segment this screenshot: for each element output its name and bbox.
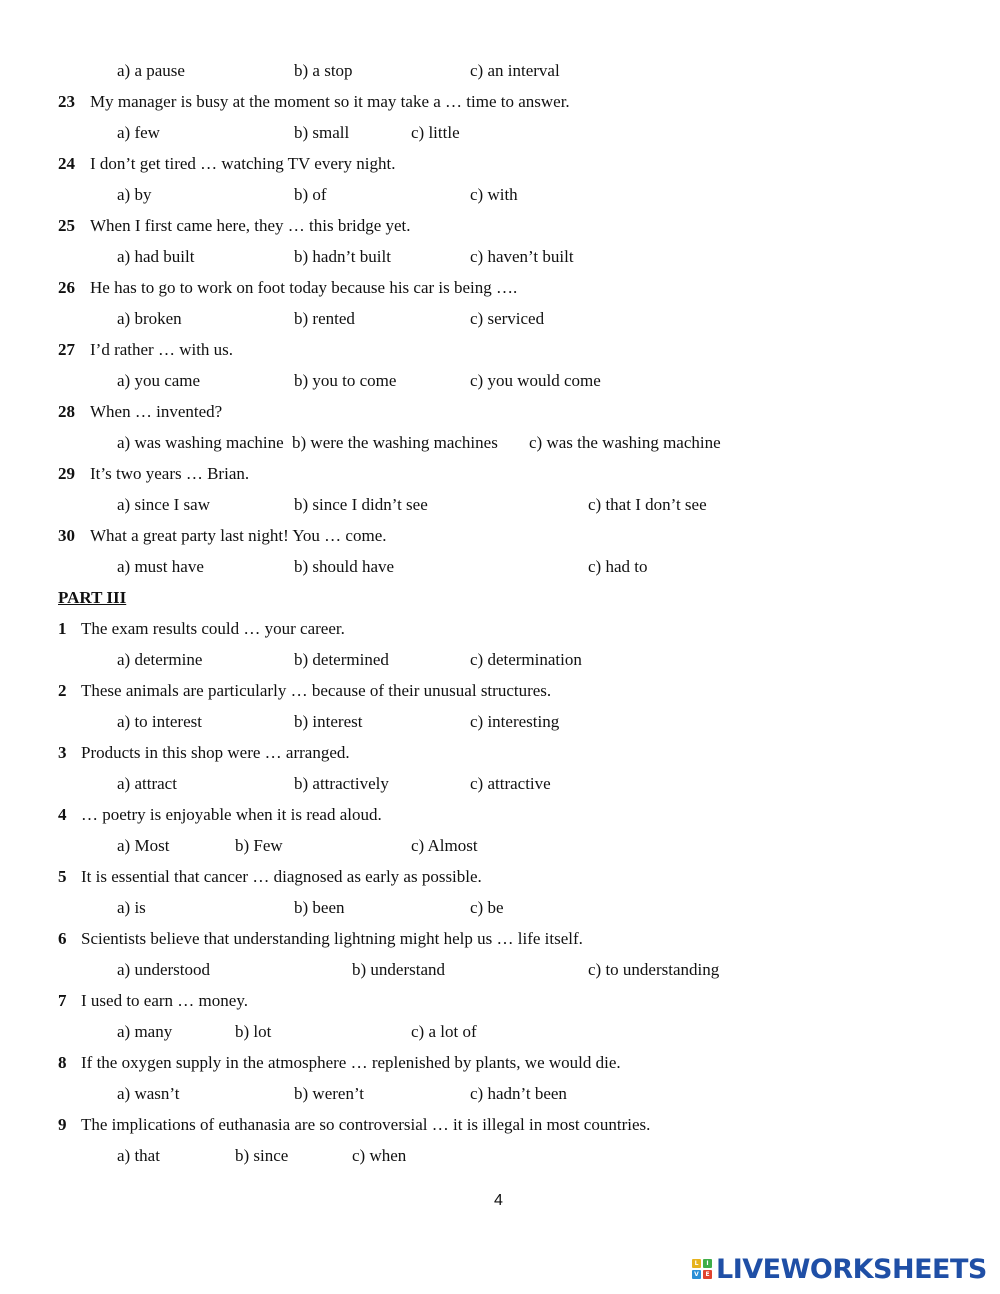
option-a[interactable]: a) determine xyxy=(117,650,203,669)
option-c[interactable]: c) Almost xyxy=(411,836,478,855)
question-text: My manager is busy at the moment so it may take a … time to answer. xyxy=(90,92,570,111)
option-b[interactable]: b) weren’t xyxy=(294,1084,365,1103)
option-c[interactable]: c) a lot of xyxy=(411,1022,477,1041)
question-number: 30 xyxy=(58,526,75,545)
option-a[interactable]: a) Most xyxy=(117,836,170,855)
question-number: 24 xyxy=(58,154,75,173)
logo-mark-l: L xyxy=(692,1259,701,1268)
option-c[interactable]: c) was the washing machine xyxy=(529,433,721,452)
question-text: I’d rather … with us. xyxy=(90,340,234,359)
option-b[interactable]: b) small xyxy=(294,123,350,142)
question-number: 23 xyxy=(58,92,75,111)
logo-mark-icon xyxy=(692,1259,712,1279)
option-b[interactable]: b) were the washing machines xyxy=(292,433,498,452)
option-c[interactable]: c) you would come xyxy=(470,371,601,390)
option-c[interactable]: c) little xyxy=(411,123,460,142)
question-text: It is essential that cancer … diagnosed as early as possible. xyxy=(81,867,482,886)
option-b[interactable]: b) hadn’t built xyxy=(294,247,391,266)
option-b[interactable]: b) you to come xyxy=(294,371,397,390)
logo-mark-i: I xyxy=(703,1259,712,1268)
part-3-heading: PART III xyxy=(58,588,127,607)
option-a[interactable]: a) you came xyxy=(117,371,201,390)
option-c[interactable]: c) with xyxy=(470,185,518,204)
option-a[interactable]: a) many xyxy=(117,1022,173,1041)
option-c[interactable]: c) attractive xyxy=(470,774,551,793)
question-number: 1 xyxy=(58,619,67,638)
option-b[interactable]: b) a stop xyxy=(294,61,353,80)
question-text: I used to earn … money. xyxy=(81,991,248,1010)
option-a[interactable]: a) must have xyxy=(117,557,204,576)
option-b[interactable]: b) Few xyxy=(235,836,283,855)
option-a[interactable]: a) had built xyxy=(117,247,195,266)
option-c[interactable]: c) be xyxy=(470,898,504,917)
question-text: What a great party last night! You … come. xyxy=(90,526,387,545)
question-text: If the oxygen supply in the atmosphere … replenished by plants, we would die. xyxy=(81,1053,621,1072)
question-number: 28 xyxy=(58,402,75,421)
option-c[interactable]: c) determination xyxy=(470,650,582,669)
logo-text: LIVEWORKSHEETS xyxy=(716,1253,987,1285)
option-b[interactable]: b) since xyxy=(235,1146,289,1165)
option-c[interactable]: c) hadn’t been xyxy=(470,1084,567,1103)
question-number: 29 xyxy=(58,464,75,483)
question-number: 9 xyxy=(58,1115,67,1134)
option-a[interactable]: a) was washing machine xyxy=(117,433,284,452)
option-c[interactable]: c) an interval xyxy=(470,61,560,80)
option-b[interactable]: b) lot xyxy=(235,1022,272,1041)
question-number: 25 xyxy=(58,216,75,235)
question-text: Products in this shop were … arranged. xyxy=(81,743,350,762)
option-a[interactable]: a) since I saw xyxy=(117,495,210,514)
option-c[interactable]: c) interesting xyxy=(470,712,560,731)
option-a[interactable]: a) to interest xyxy=(117,712,202,731)
question-number: 7 xyxy=(58,991,67,1010)
question-text: … poetry is enjoyable when it is read aloud. xyxy=(81,805,382,824)
option-a[interactable]: a) that xyxy=(117,1146,160,1165)
option-b[interactable]: b) rented xyxy=(294,309,355,328)
question-text: He has to go to work on foot today because his car is being …. xyxy=(90,278,518,297)
question-number: 27 xyxy=(58,340,75,359)
option-c[interactable]: c) haven’t built xyxy=(470,247,574,266)
question-text: When … invented? xyxy=(90,402,223,421)
option-b[interactable]: b) attractively xyxy=(294,774,389,793)
question-number: 5 xyxy=(58,867,67,886)
question-number: 8 xyxy=(58,1053,67,1072)
question-number: 3 xyxy=(58,743,67,762)
option-c[interactable]: c) when xyxy=(352,1146,407,1165)
option-b[interactable]: b) of xyxy=(294,185,327,204)
option-c[interactable]: c) had to xyxy=(588,557,648,576)
logo-mark-v: V xyxy=(692,1270,701,1279)
question-text: The implications of euthanasia are so controversial … it is illegal in most countries. xyxy=(81,1115,651,1134)
page-number: 4 xyxy=(494,1192,503,1209)
question-text: The exam results could … your career. xyxy=(81,619,345,638)
option-b[interactable]: b) understand xyxy=(352,960,446,979)
option-a[interactable]: a) broken xyxy=(117,309,182,328)
option-a[interactable]: a) a pause xyxy=(117,61,185,80)
option-a[interactable]: a) wasn’t xyxy=(117,1084,180,1103)
option-b[interactable]: b) interest xyxy=(294,712,363,731)
liveworksheets-logo xyxy=(692,1254,987,1284)
option-a[interactable]: a) attract xyxy=(117,774,177,793)
option-b[interactable]: b) been xyxy=(294,898,345,917)
option-c[interactable]: c) to understanding xyxy=(588,960,720,979)
question-text: Scientists believe that understanding lightning might help us … life itself. xyxy=(81,929,583,948)
question-text: It’s two years … Brian. xyxy=(90,464,250,483)
question-number: 6 xyxy=(58,929,67,948)
option-c[interactable]: c) that I don’t see xyxy=(588,495,707,514)
option-b[interactable]: b) since I didn’t see xyxy=(294,495,428,514)
question-text: When I first came here, they … this bridge yet. xyxy=(90,216,411,235)
logo-mark-e: E xyxy=(703,1270,712,1279)
question-text: These animals are particularly … because of their unusual structures. xyxy=(81,681,552,700)
option-a[interactable]: a) by xyxy=(117,185,152,204)
question-number: 26 xyxy=(58,278,75,297)
option-b[interactable]: b) determined xyxy=(294,650,389,669)
option-b[interactable]: b) should have xyxy=(294,557,395,576)
question-number: 4 xyxy=(58,805,67,824)
option-a[interactable]: a) understood xyxy=(117,960,211,979)
option-c[interactable]: c) serviced xyxy=(470,309,545,328)
question-text: I don’t get tired … watching TV every night. xyxy=(90,154,396,173)
question-number: 2 xyxy=(58,681,67,700)
option-a[interactable]: a) few xyxy=(117,123,160,142)
option-a[interactable]: a) is xyxy=(117,898,146,917)
